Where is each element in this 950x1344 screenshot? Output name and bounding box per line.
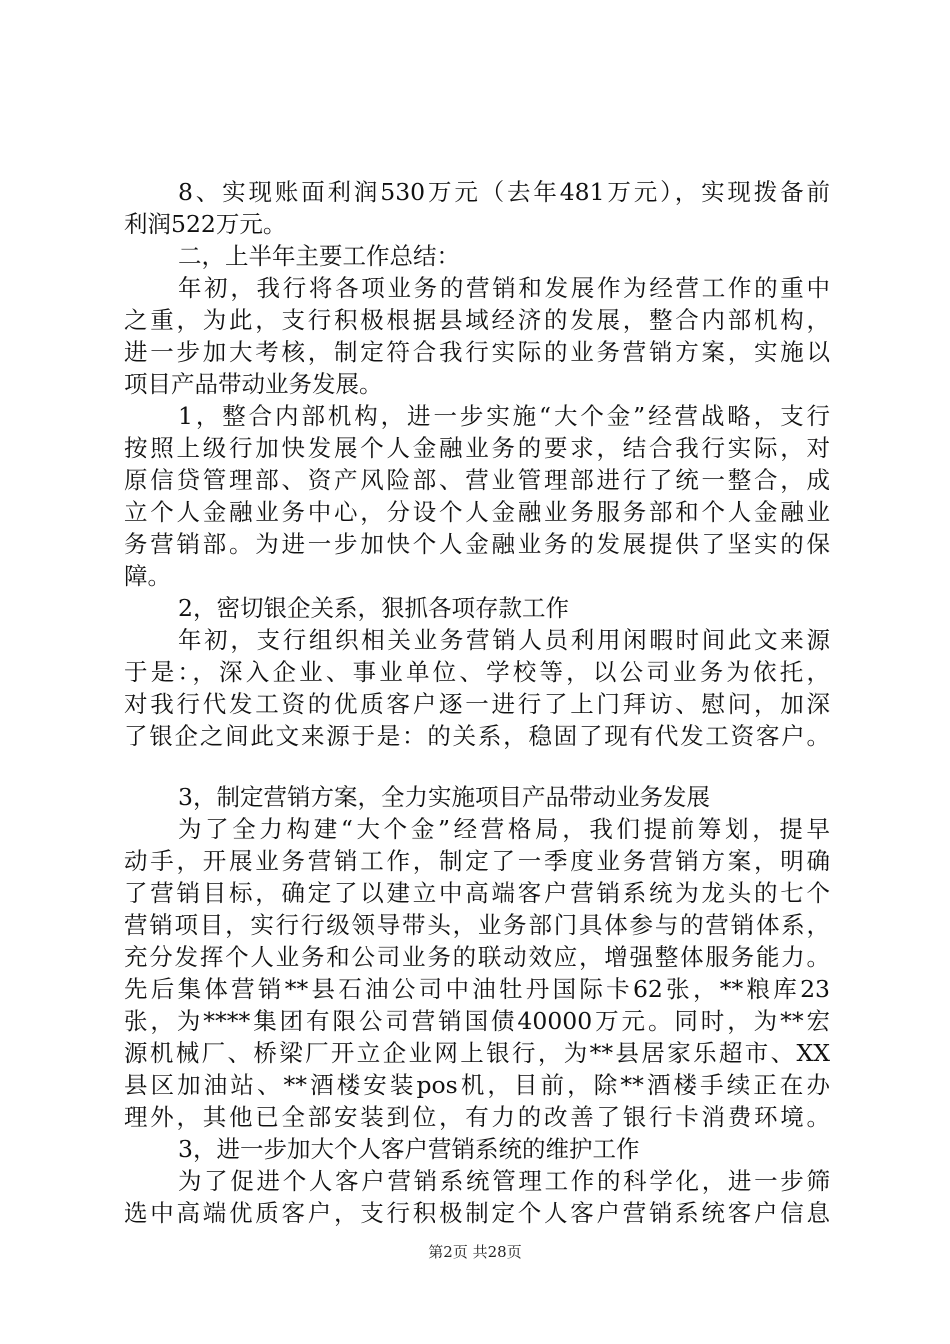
text-line: 动手，开展业务营销工作，制定了一季度业务营销方案，明确 (124, 847, 830, 875)
text-line: 为了全力构建“大个金”经营格局，我们提前筹划，提早 (178, 815, 830, 843)
text-line: 充分发挥个人业务和公司业务的联动效应，增强整体服务能力。 (124, 943, 830, 971)
text-line: 按照上级行加快发展个人金融业务的要求，结合我行实际，对 (124, 434, 830, 462)
text-line: 对我行代发工资的优质客户逐一进行了上门拜访、慰问，加深 (124, 690, 830, 718)
section-heading: 二，上半年主要工作总结： (178, 242, 460, 270)
text-line: 年初，我行将各项业务的营销和发展作为经营工作的重中 (178, 274, 830, 302)
text-line: 障。 (124, 562, 171, 590)
text-line: 1，整合内部机构，进一步实施“大个金”经营战略，支行 (178, 402, 830, 430)
text-line: 县区加油站、**酒楼安装pos机，目前，除**酒楼手续正在办 (124, 1071, 830, 1099)
text-line: 张，为****集团有限公司营销国债40000万元。同时，为**宏 (124, 1007, 830, 1035)
text-line: 选中高端优质客户，支行积极制定个人客户营销系统客户信息 (124, 1199, 830, 1227)
page-number-footer: 第2页 共28页 (428, 1243, 522, 1261)
text-line: 营销项目，实行行级领导带头，业务部门具体参与的营销体系， (124, 911, 830, 939)
text-line: 为了促进个人客户营销系统管理工作的科学化，进一步筛 (178, 1167, 830, 1195)
text-line: 理外，其他已全部安装到位，有力的改善了银行卡消费环境。 (124, 1103, 830, 1131)
section-heading: 3，进一步加大个人客户营销系统的维护工作 (178, 1135, 640, 1163)
text-line: 项目产品带动业务发展。 (124, 370, 383, 398)
text-line: 先后集体营销**县石油公司中油牡丹国际卡62张，**粮库23 (124, 975, 830, 1003)
text-line: 年初，支行组织相关业务营销人员利用闲暇时间此文来源 (178, 626, 830, 654)
section-heading: 3，制定营销方案，全力实施项目产品带动业务发展 (178, 783, 710, 811)
text-line: 原信贷管理部、资产风险部、营业管理部进行了统一整合，成 (124, 466, 830, 494)
text-line: 了营销目标，确定了以建立中高端客户营销系统为龙头的七个 (124, 879, 830, 907)
text-line: 立个人金融业务中心，分设个人金融业务服务部和个人金融业 (124, 498, 830, 526)
text-line: 于是：，深入企业、事业单位、学校等，以公司业务为依托， (124, 658, 830, 686)
text-line: 进一步加大考核，制定符合我行实际的业务营销方案，实施以 (124, 338, 830, 366)
text-line: 了银企之间此文来源于是：的关系，稳固了现有代发工资客户。 (124, 722, 830, 750)
text-line: 之重，为此，支行积极根据县域经济的发展，整合内部机构， (124, 306, 830, 334)
text-line: 务营销部。为进一步加快个人金融业务的发展提供了坚实的保 (124, 530, 830, 558)
section-heading: 2，密切银企关系，狠抓各项存款工作 (178, 594, 569, 622)
text-line: 8、实现账面利润530万元（去年481万元），实现拨备前 (178, 178, 830, 206)
text-line: 源机械厂、桥梁厂开立企业网上银行，为**县居家乐超市、XX (124, 1039, 830, 1067)
text-line: 利润522万元。 (124, 210, 287, 238)
